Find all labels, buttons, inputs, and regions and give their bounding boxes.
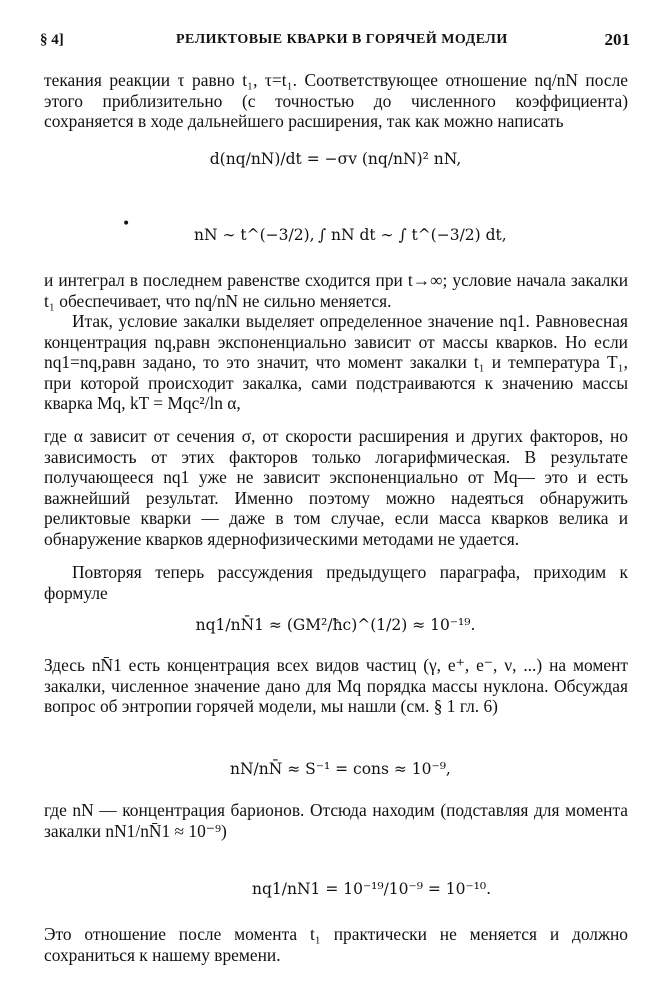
paragraph-2: и интеграл в последнем равенстве сходится при t→∞; условие начала закалки t₁ обеспечивает, что nq/nN не сильно меняется. xyxy=(44,270,628,311)
formula-4: nN/nN̄ ≈ S⁻¹ = cons ≈ 10⁻⁹, xyxy=(230,760,451,778)
formula-5: nq1/nN1 = 10⁻¹⁹/10⁻⁹ = 10⁻¹⁰. xyxy=(252,880,492,898)
formula-1: d(nq/nN)/dt = −σv (nq/nN)² nN, xyxy=(209,150,462,168)
chapter-title: РЕЛИКТОВЫЕ КВАРКИ В ГОРЯЧЕЙ МОДЕЛИ xyxy=(176,32,508,47)
paragraph-8: Это отношение после момента t₁ практически не меняется и должно сохраниться к нашему времени. xyxy=(44,924,628,965)
paragraph-6: Здесь nN̄1 есть концентрация всех видов частиц (γ, e⁺, e⁻, ν, ...) на момент закалки, численное значение дано для Mq порядка массы нуклона. Обсуждая вопрос об энтропии горячей модели, мы нашли (см. § 1 гл. 6) xyxy=(44,655,628,717)
section-number: § 4] xyxy=(40,32,64,48)
paragraph-7: где nN — концентрация барионов. Отсюда находим (подставляя для момента закалки nN1/nN̄1 ≈ 10⁻⁹) xyxy=(44,800,628,841)
formula-3: nq1/nN̄1 ≈ (GM²/ħc)^(1/2) ≈ 10⁻¹⁹. xyxy=(195,616,476,634)
paragraph-5: Повторяя теперь рассуждения предыдущего параграфа, приходим к формуле xyxy=(44,562,628,603)
paragraph-1: текания реакции τ равно t₁, τ=t₁. Соответствующее отношение nq/nN после этого приблизительно (с точностью до численного коэффициента) сохраняется в ходе дальнейшего расширения, так как можно написать xyxy=(44,70,628,132)
print-speck: • xyxy=(122,216,131,232)
page-number: 201 xyxy=(604,30,630,49)
paragraph-4: где α зависит от сечения σ, от скорости расширения и других факторов, но зависимость от этих факторов только логарифмическая. В результате получающееся nq1 уже не зависит экспоненциально от Mq— это и есть важнейший результат. Именно поэтому можно надеяться обнаружить реликтовые кварки — даже в том случае, если масса кварков велика и обнаружение кварков ядернофизическими методами не удается. xyxy=(44,426,628,549)
formula-2a: nN ∼ t^(−3/2), xyxy=(194,226,315,244)
paragraph-3: Итак, условие закалки выделяет определенное значение nq1. Равновесная концентрация nq,равн экспоненциально зависит от массы кварков. Но если nq1=nq,равн задано, то это значит, что момент закалки t₁ и температура T₁, при которой происходит закалка, сами подстраиваются к значению массы кварка Mq, kT = Mqc²/ln α, xyxy=(44,311,628,414)
running-header xyxy=(40,30,630,52)
formula-2b: ∫ nN dt ∼ ∫ t^(−3/2) dt, xyxy=(318,226,507,244)
